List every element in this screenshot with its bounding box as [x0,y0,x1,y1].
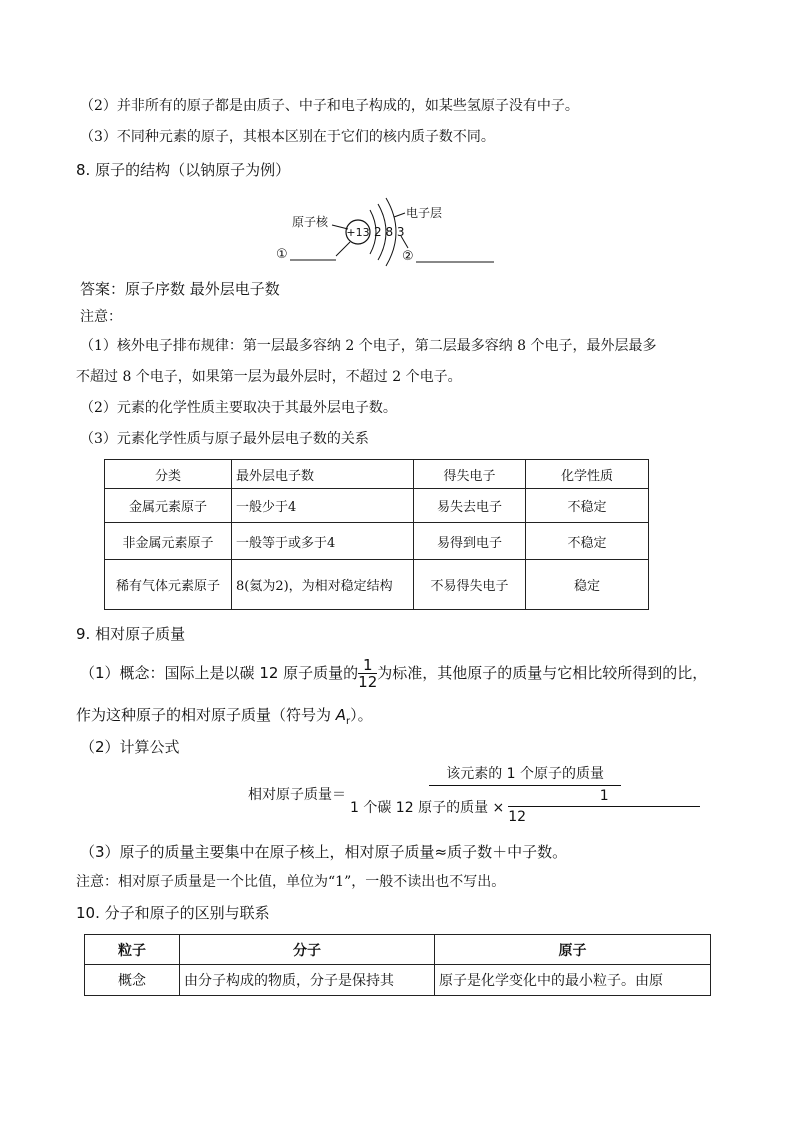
formula-numerator: 该元素的 1 个原子的质量 [429,763,621,786]
answer-text: 答案：原子序数 最外层电子数 [80,280,280,298]
table-row [105,523,649,560]
table-row [105,489,649,523]
table-cell: 一般少于4 [232,489,414,523]
symbol-subscript: r [346,716,351,727]
table-cell: 易得到电子 [414,523,526,560]
formula-denominator [350,786,700,825]
table-header-row [85,935,711,965]
table-cell: 一般等于或多于4 [232,523,414,560]
table-header-cell: 分类 [105,460,232,489]
mass-note: 注意：相对原子质量是一个比值，单位为“1”，一般不读出也不写出。 [76,874,506,890]
section-heading-10: 10. 分子和原子的区别与联系 [76,904,270,922]
element-properties-table [104,459,649,610]
relative-atomic-mass-formula [248,763,700,825]
paragraph-note-2: （2）并非所有的原子都是由质子、中子和电子构成的，如某些氢原子没有中子。 [80,98,579,114]
blank-1-arrow [336,242,350,256]
note-title: 注意： [80,309,122,325]
table-header-row [105,460,649,489]
formula-fraction [350,763,700,825]
formula-lhs: 相对原子质量＝ [248,787,346,803]
calc-formula-title: （2）计算公式 [80,738,180,756]
table-cell: 概念 [85,965,180,996]
shell-electron-counts: 2 8 3 [374,225,405,239]
note-1-line-b: 不超过 8 个电子，如果第一层为最外层时，不超过 2 个电子。 [76,369,462,385]
section-heading-9: 9. 相对原子质量 [76,625,186,643]
concept-b-end: ）。 [350,706,373,724]
table-cell: 易失去电子 [414,489,526,523]
nucleus-charge: +13 [346,226,370,239]
table-header-cell: 粒子 [85,935,180,965]
table-cell: 稀有气体元素原子 [105,560,232,610]
fraction-numerator: 1 [358,657,377,674]
table-cell: 不稳定 [526,523,649,560]
table-header-cell: 得失电子 [414,460,526,489]
nucleus-label: 原子核 [292,215,329,229]
sodium-atom-diagram [270,190,510,268]
molecule-atom-table [84,934,711,996]
blank-2-marker: ② [402,249,414,264]
concept-line-a [80,656,707,690]
table-cell: 原子是化学变化中的最小粒子。由原 [435,965,711,996]
table-header-cell: 分子 [180,935,435,965]
concept-text-pre: （1）概念：国际上是以碳 12 原子质量的 [80,664,359,682]
formula-frac-denominator: 12 [508,809,527,825]
paragraph-note-3: （3）不同种元素的原子，其根本区别在于它们的核内质子数不同。 [80,129,495,145]
table-cell: 稳定 [526,560,649,610]
one-twelfth-fraction [358,657,377,690]
table-cell: 不稳定 [526,489,649,523]
table-cell: 非金属元素原子 [105,523,232,560]
note-2: （2）元素的化学性质主要取决于其最外层电子数。 [80,400,397,416]
table-cell: 金属元素原子 [105,489,232,523]
table-cell: 8(氦为2)，为相对稳定结构 [232,560,414,610]
fraction-denominator: 12 [358,673,378,691]
blank-1-marker: ① [276,247,288,262]
table-header-cell: 原子 [435,935,711,965]
formula-frac-numerator: 1 [508,788,700,807]
formula-one-twelfth [508,788,700,825]
table-header-cell: 最外层电子数 [232,460,414,489]
symbol-a: A [335,706,347,724]
note-3: （3）元素化学性质与原子最外层电子数的关系 [80,431,369,447]
note-1-line-a: （1）核外电子排布规律：第一层最多容纳 2 个电子，第二层最多容纳 8 个电子，最外层最多 [80,338,657,354]
table-cell: 由分子构成的物质，分子是保持其 [180,965,435,996]
formula-denominator-text: 1 个碳 12 原子的质量 × [350,799,505,816]
concept-b-text: 作为这种原子的相对原子质量（符号为 [76,706,336,724]
section-heading-8: 8. 原子的结构（以钠原子为例） [76,161,291,179]
mass-concentration-text: （3）原子的质量主要集中在原子核上，相对原子质量≈质子数＋中子数。 [80,843,568,861]
shell-label: 电子层 [406,206,443,220]
concept-line-b [76,705,373,732]
shell-arrow [394,213,405,217]
table-row [85,965,711,996]
table-row [105,560,649,610]
table-header-cell: 化学性质 [526,460,649,489]
table-cell: 不易得失电子 [414,560,526,610]
concept-text-post: 为标准，其他原子的质量与它相比较所得到的比， [377,664,708,682]
